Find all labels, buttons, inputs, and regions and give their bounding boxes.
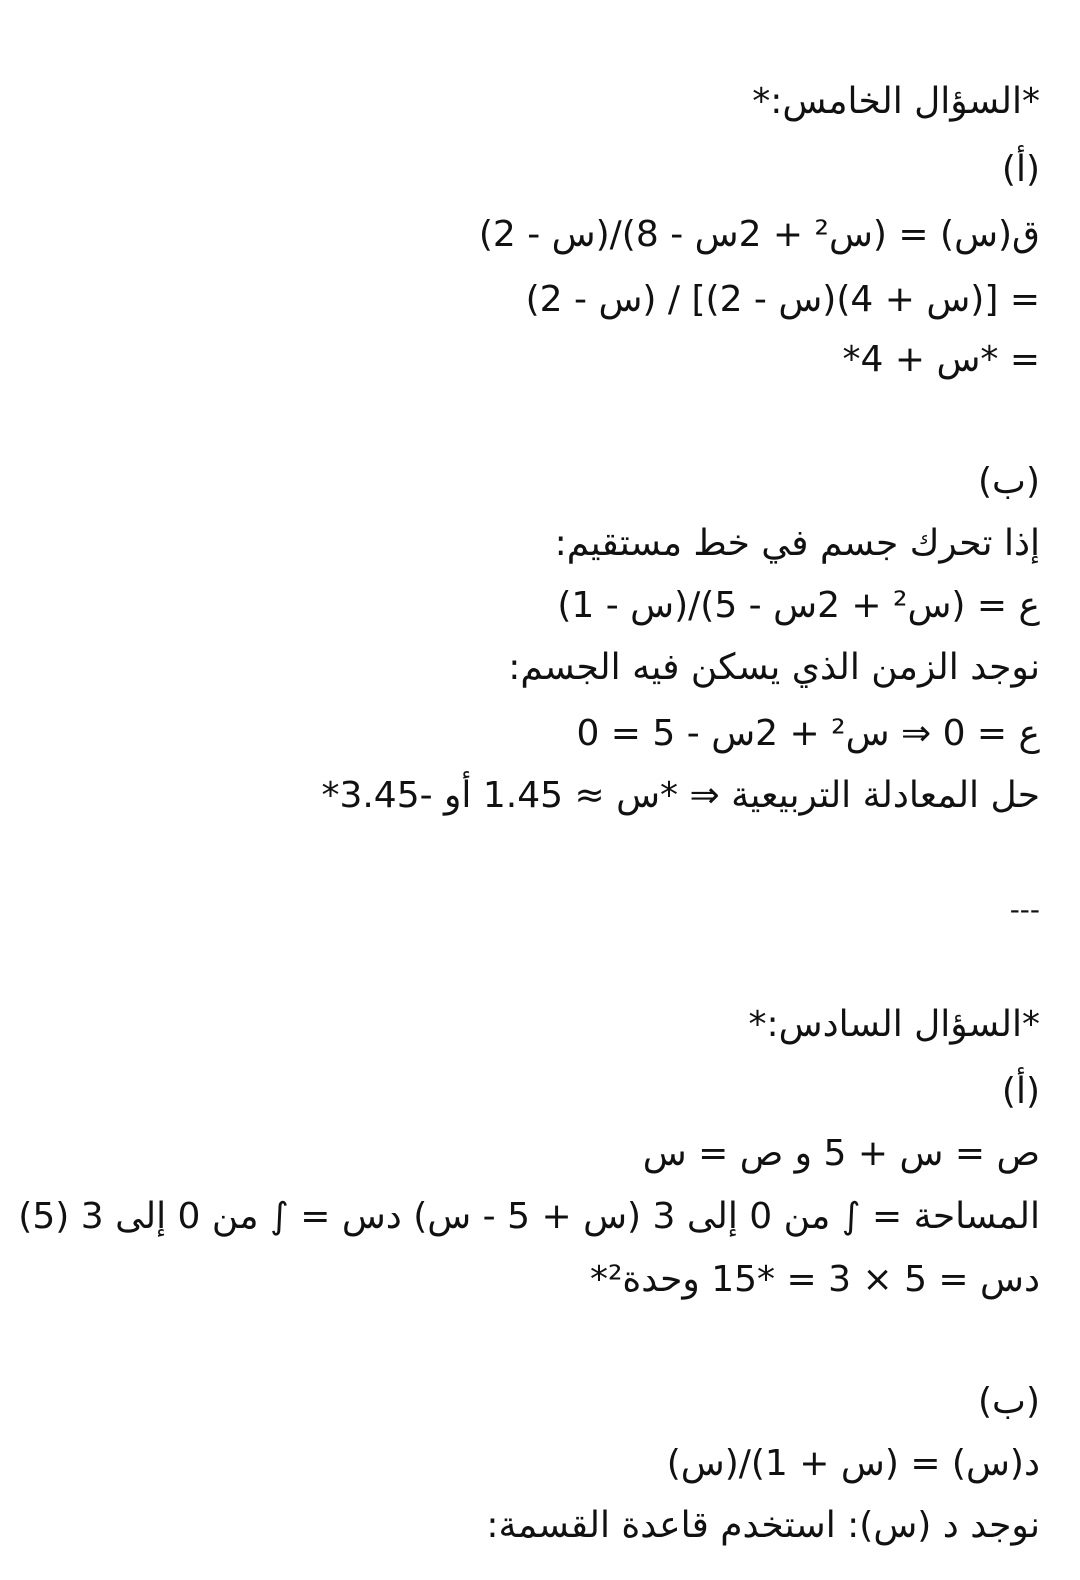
q5-part-b-line-2: ع = (س² + 2س - 5)/(س - 1) — [557, 585, 1040, 626]
q5-part-a-label: (أ) — [1001, 149, 1040, 190]
q5-part-a-line-2: = [(س + 4)(س - 2)] / (س - 2) — [525, 279, 1040, 320]
q5-part-b-line-3: نوجد الزمن الذي يسكن فيه الجسم: — [508, 647, 1040, 688]
q5-part-a-line-1: ق(س) = (س² + 2س - 8)/(س - 2) — [478, 214, 1040, 255]
q6-part-a-line-2: المساحة = ∫ من 0 إلى 3 (س + 5 - س) دس = ∫ من 0 إلى 3 (5) — [18, 1196, 1040, 1237]
question-6-heading: *السؤال السادس:* — [748, 1004, 1040, 1045]
question-5-heading: *السؤال الخامس:* — [752, 81, 1040, 122]
q6-part-a-line-3: دس = 5 × 3 = *15 وحدة²* — [589, 1259, 1040, 1300]
q5-part-b-label: (ب) — [978, 461, 1040, 502]
q5-part-b-line-5: حل المعادلة التربيعية ⇒ *س ≈ 1.45 أو -3.45* — [321, 775, 1040, 816]
q6-part-b-label: (ب) — [978, 1381, 1040, 1422]
section-separator: --- — [1009, 893, 1040, 926]
q5-part-b-line-1: إذا تحرك جسم في خط مستقيم: — [554, 523, 1040, 564]
q6-part-a-label: (أ) — [1001, 1071, 1040, 1112]
q5-part-b-line-4: ع = 0 ⇒ س² + 2س - 5 = 0 — [576, 713, 1040, 754]
q6-part-a-line-1: ص = س + 5 و ص = س — [642, 1133, 1040, 1174]
q6-part-b-line-2: نوجد د (س): استخدم قاعدة القسمة: — [486, 1505, 1040, 1546]
q5-part-a-line-3: = *س + 4* — [842, 339, 1040, 380]
q6-part-b-line-1: د(س) = (س + 1)/(س) — [666, 1443, 1040, 1484]
